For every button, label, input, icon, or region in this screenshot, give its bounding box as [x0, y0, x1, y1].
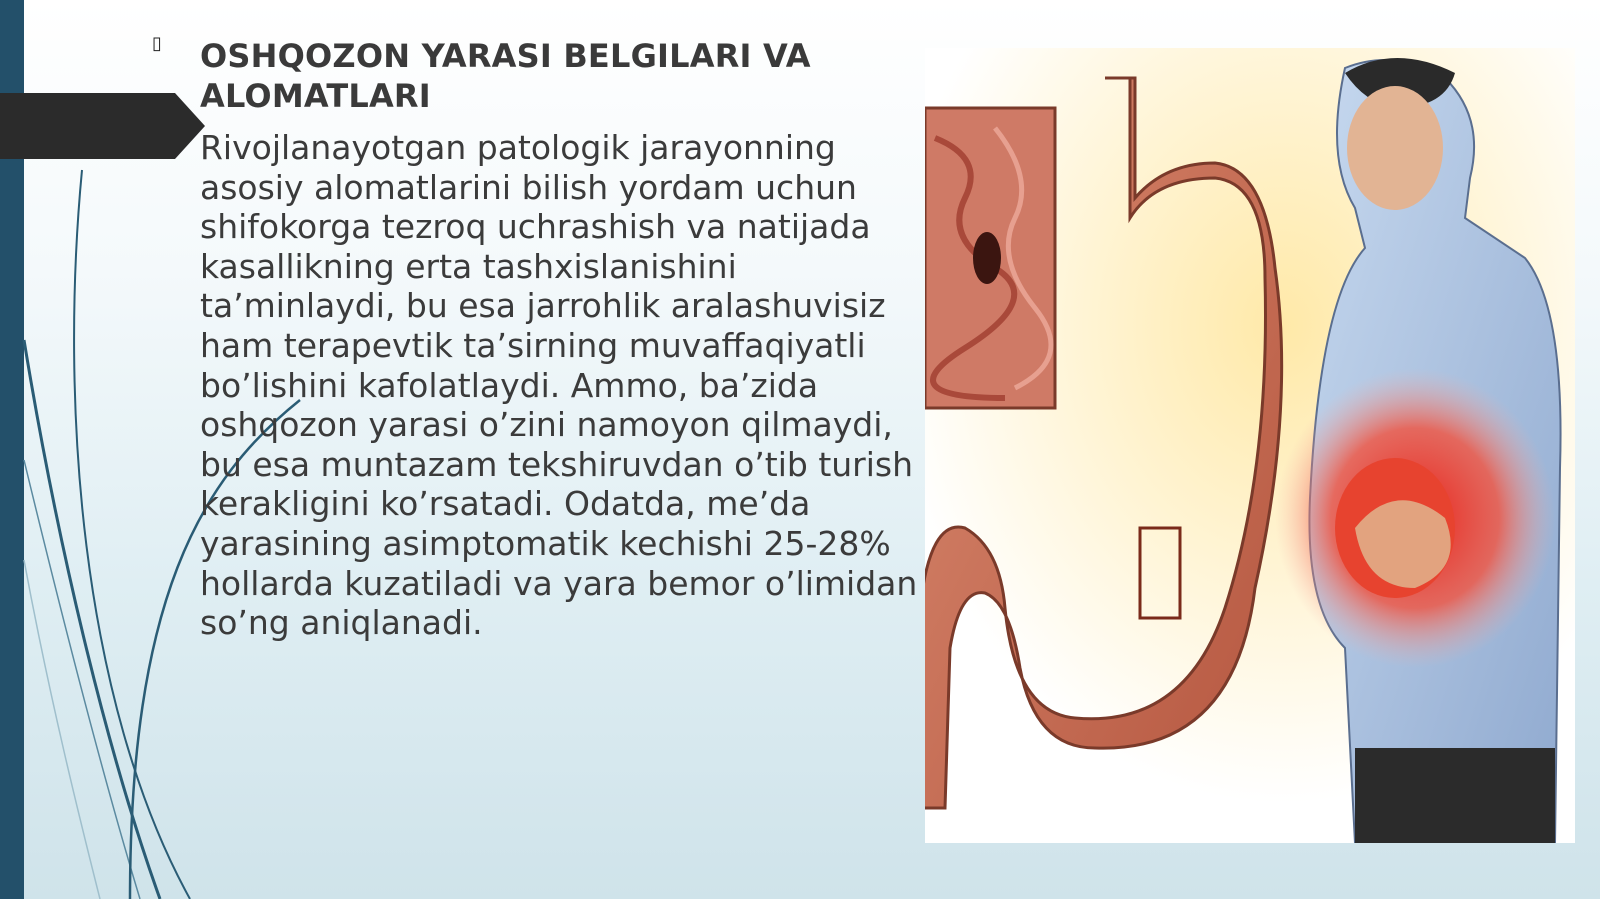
slide-title: OSHQOZON YARASI BELGILARI VA ALOMATLARI — [200, 37, 811, 115]
bullet-icon: ▯ — [152, 33, 162, 54]
stomach-illustration-icon — [925, 48, 1575, 843]
title-arrow-band — [0, 93, 205, 159]
stomach-ulcer-illustration — [925, 48, 1575, 843]
slide-body-text: Rivojlanayotgan patologik jarayonning asosiy alomatlarini bilish yordam uchun shifokorga tezroq uchrashish va natijada kasallikning erta tashxislanishini ta’minlaydi, bu esa jarrohlik aralashuvisiz ham terapevtik ta’sirning muvaffaqiyatli bo’lishini kafolatlaydi. Ammo, ba’zida oshqozon yarasi o’zini namoyon qilmaydi, bu esa muntazam tekshiruvdan o’tib turish kerakligini ko’rsatadi. Odatda, me’da yarasining asimptomatik kechishi 25-28% hollarda kuzatiladi va yara bemor o’limidan so’ng aniqlanadi. — [200, 128, 918, 643]
